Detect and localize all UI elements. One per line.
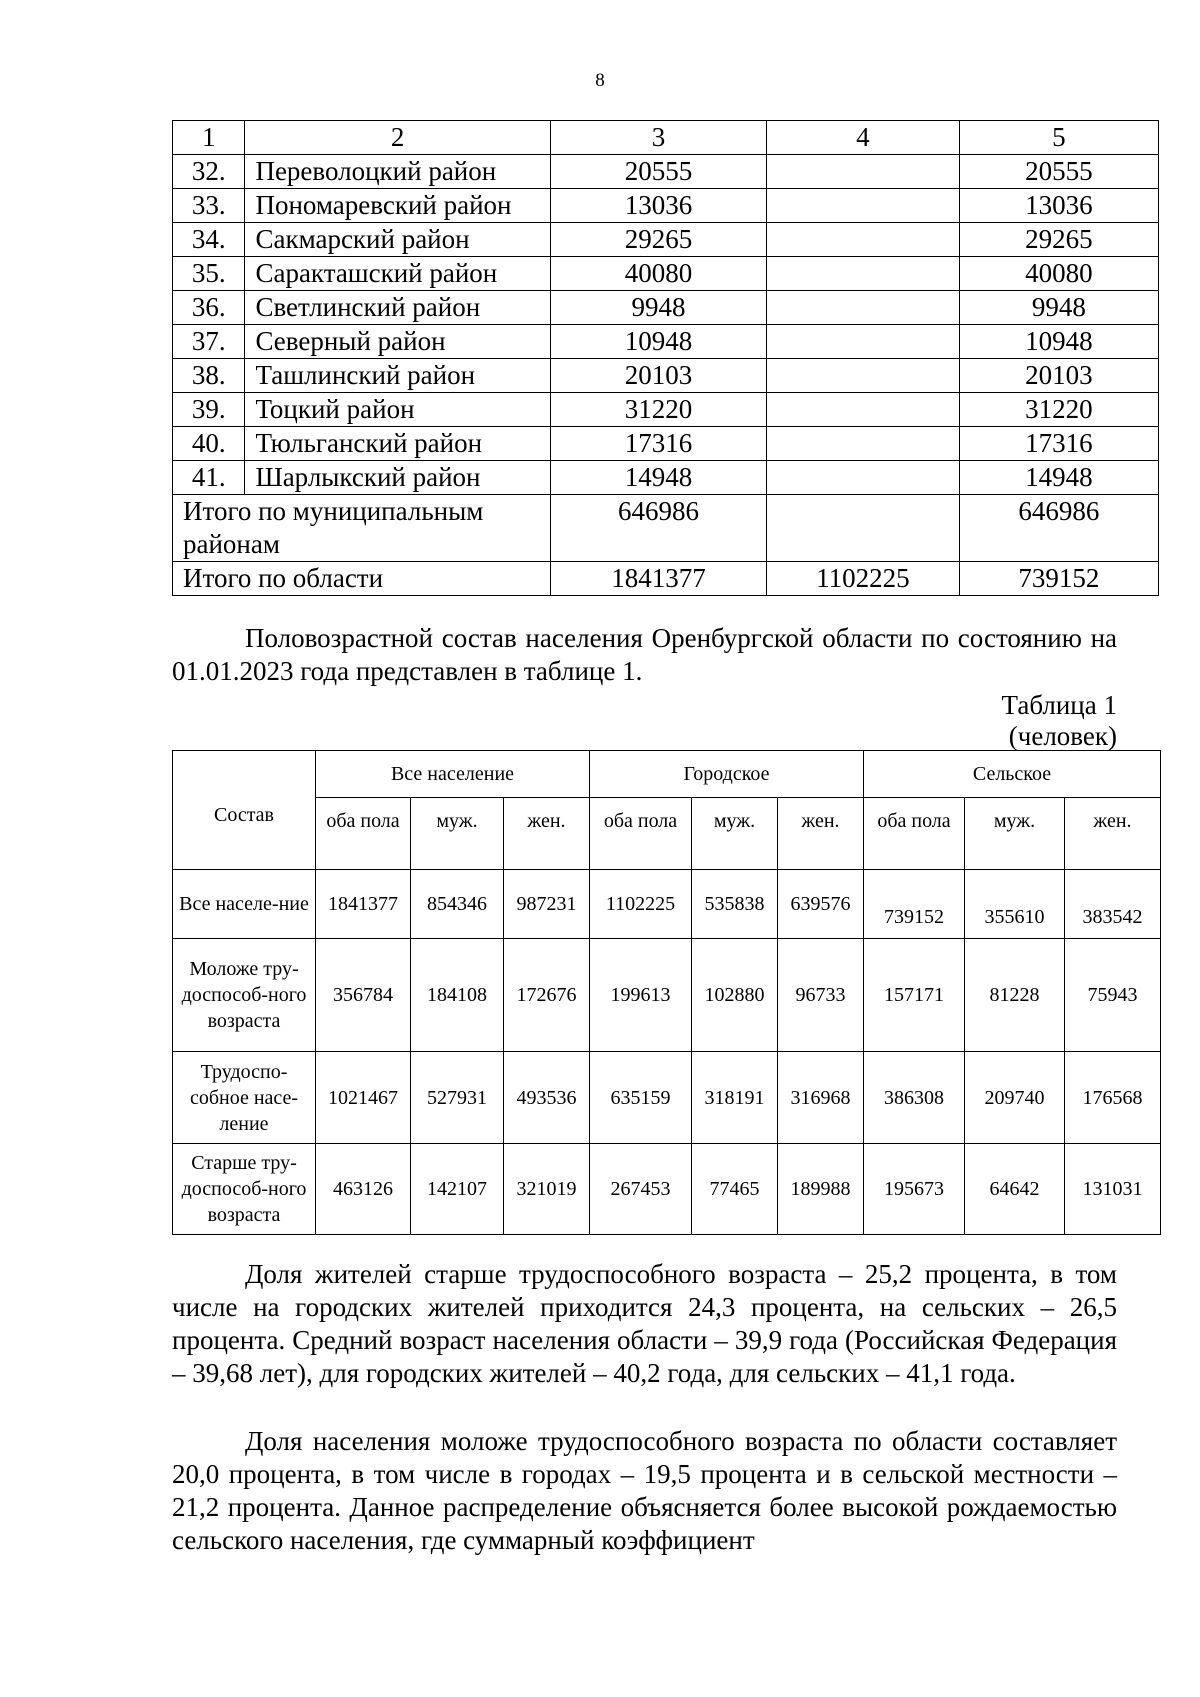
subheader-row	[173, 798, 1161, 870]
value-cell: 157171	[864, 939, 965, 1052]
subtotal-total: 646986	[550, 495, 766, 562]
value-cell: 96733	[778, 939, 864, 1052]
subheader-female: жен.	[778, 798, 864, 870]
subheader-female: жен.	[1065, 798, 1161, 870]
value-cell: 383542	[1065, 870, 1161, 939]
value-cell: 527931	[411, 1052, 504, 1144]
urban-population	[767, 291, 960, 325]
rural-population: 13036	[959, 189, 1158, 223]
total-population: 40080	[550, 257, 766, 291]
value-cell: 739152	[864, 870, 965, 939]
group-header-rural: Сельское	[864, 751, 1161, 798]
grand-total-rural: 739152	[959, 562, 1158, 596]
value-cell: 987231	[504, 870, 590, 939]
table-row	[173, 291, 1159, 325]
row-number: 38.	[173, 359, 245, 393]
column-header: 5	[959, 121, 1158, 155]
urban-population	[767, 155, 960, 189]
row-label: Старше тру-доспособ-ного возраста	[173, 1144, 316, 1235]
table-row	[173, 223, 1159, 257]
rural-population: 20555	[959, 155, 1158, 189]
table-caption: Таблица 1	[1001, 690, 1117, 720]
intro-paragraph: Половозрастной состав населения Оренбургской области по состоянию на 01.01.2023 года представлен в таблице 1.	[172, 623, 1117, 686]
group-header-row	[173, 751, 1161, 798]
value-cell: 316968	[778, 1052, 864, 1144]
row-number: 35.	[173, 257, 245, 291]
value-cell: 172676	[504, 939, 590, 1052]
value-cell: 318191	[692, 1052, 778, 1144]
corner-header: Состав	[173, 751, 316, 870]
urban-population	[767, 461, 960, 495]
urban-population	[767, 223, 960, 257]
table-unit: (человек)	[1008, 721, 1117, 751]
value-cell: 1841377	[316, 870, 411, 939]
row-number: 34.	[173, 223, 245, 257]
grand-total-row	[173, 562, 1159, 596]
district-name: Тюльганский район	[245, 427, 550, 461]
row-number: 41.	[173, 461, 245, 495]
subtotal-rural: 646986	[959, 495, 1158, 562]
grand-total-label: Итого по области	[173, 562, 551, 596]
value-cell: 142107	[411, 1144, 504, 1235]
group-header-urban: Городское	[590, 751, 864, 798]
rural-population: 17316	[959, 427, 1158, 461]
value-cell: 639576	[778, 870, 864, 939]
table-row	[173, 257, 1159, 291]
subheader-both-sexes: оба пола	[316, 798, 411, 870]
subheader-male: муж.	[692, 798, 778, 870]
group-header-all: Все население	[316, 751, 590, 798]
total-population: 29265	[550, 223, 766, 257]
subheader-both-sexes: оба пола	[590, 798, 692, 870]
row-number: 32.	[173, 155, 245, 189]
rural-population: 20103	[959, 359, 1158, 393]
total-population: 9948	[550, 291, 766, 325]
paragraph-elderly-share: Доля жителей старше трудоспособного возраста – 25,2 процента, в том числе на городских жителей приходится 24,3 процента, на сельских – 26,5 процента. Средний возраст населения области – 39,9 года (Российская Федерация – 39,68 лет), для городских жителей – 40,2 года, для сельских – 41,1 года.	[172, 1259, 1117, 1388]
total-population: 14948	[550, 461, 766, 495]
value-cell: 75943	[1065, 939, 1161, 1052]
value-cell: 64642	[965, 1144, 1065, 1235]
value-cell: 209740	[965, 1052, 1065, 1144]
district-name: Пономаревский район	[245, 189, 550, 223]
districts-population-table	[172, 120, 1159, 596]
value-cell: 81228	[965, 939, 1065, 1052]
table-row	[173, 325, 1159, 359]
subheader-female: жен.	[504, 798, 590, 870]
rural-population: 40080	[959, 257, 1158, 291]
urban-population	[767, 359, 960, 393]
page-number: 8	[595, 70, 605, 91]
grand-total-urban: 1102225	[767, 562, 960, 596]
row-label: Моложе тру-доспособ-ного возраста	[173, 939, 316, 1052]
subheader-both-sexes: оба пола	[864, 798, 965, 870]
value-cell: 184108	[411, 939, 504, 1052]
row-number: 36.	[173, 291, 245, 325]
column-header: 1	[173, 121, 245, 155]
subtotal-urban	[767, 495, 960, 562]
row-number: 37.	[173, 325, 245, 359]
table-row	[173, 1144, 1161, 1235]
paragraph-young-share: Доля населения моложе трудоспособного возраста по области составляет 20,0 процента, в том числе в городах – 19,5 процента и в сельской местности – 21,2 процента. Данное распределение объясняется более высокой рождаемостью сельского населения, где суммарный коэффициент	[172, 1426, 1117, 1555]
table-row	[173, 189, 1159, 223]
table-header-row	[173, 121, 1159, 155]
value-cell: 321019	[504, 1144, 590, 1235]
total-population: 13036	[550, 189, 766, 223]
table-row	[173, 1052, 1161, 1144]
total-population: 10948	[550, 325, 766, 359]
table-row	[173, 870, 1161, 939]
value-cell: 355610	[965, 870, 1065, 939]
urban-population	[767, 427, 960, 461]
table-row	[173, 939, 1161, 1052]
value-cell: 854346	[411, 870, 504, 939]
rural-population: 29265	[959, 223, 1158, 257]
district-name: Шарлыкский район	[245, 461, 550, 495]
urban-population	[767, 189, 960, 223]
urban-population	[767, 257, 960, 291]
subheader-male: муж.	[965, 798, 1065, 870]
column-header: 2	[245, 121, 550, 155]
value-cell: 77465	[692, 1144, 778, 1235]
table-row	[173, 393, 1159, 427]
district-name: Переволоцкий район	[245, 155, 550, 189]
value-cell: 199613	[590, 939, 692, 1052]
table-row	[173, 155, 1159, 189]
value-cell: 1021467	[316, 1052, 411, 1144]
district-name: Саракташский район	[245, 257, 550, 291]
row-label: Трудоспо-собное насе-ление	[173, 1052, 316, 1144]
value-cell: 131031	[1065, 1144, 1161, 1235]
value-cell: 267453	[590, 1144, 692, 1235]
value-cell: 102880	[692, 939, 778, 1052]
rural-population: 9948	[959, 291, 1158, 325]
table-row	[173, 461, 1159, 495]
column-header: 4	[767, 121, 960, 155]
value-cell: 176568	[1065, 1052, 1161, 1144]
rural-population: 14948	[959, 461, 1158, 495]
district-name: Тоцкий район	[245, 393, 550, 427]
row-number: 39.	[173, 393, 245, 427]
row-number: 33.	[173, 189, 245, 223]
value-cell: 493536	[504, 1052, 590, 1144]
row-label: Все населе-ние	[173, 870, 316, 939]
urban-population	[767, 393, 960, 427]
value-cell: 189988	[778, 1144, 864, 1235]
value-cell: 356784	[316, 939, 411, 1052]
total-population: 20555	[550, 155, 766, 189]
total-population: 17316	[550, 427, 766, 461]
value-cell: 195673	[864, 1144, 965, 1235]
value-cell: 1102225	[590, 870, 692, 939]
district-name: Ташлинский район	[245, 359, 550, 393]
subtotal-label: Итого по муниципальным районам	[173, 495, 551, 562]
value-cell: 635159	[590, 1052, 692, 1144]
urban-population	[767, 325, 960, 359]
total-population: 31220	[550, 393, 766, 427]
grand-total-total: 1841377	[550, 562, 766, 596]
table-row	[173, 427, 1159, 461]
row-number: 40.	[173, 427, 245, 461]
rural-population: 10948	[959, 325, 1158, 359]
district-name: Светлинский район	[245, 291, 550, 325]
subtotal-row	[173, 495, 1159, 562]
value-cell: 535838	[692, 870, 778, 939]
district-name: Северный район	[245, 325, 550, 359]
rural-population: 31220	[959, 393, 1158, 427]
district-name: Сакмарский район	[245, 223, 550, 257]
subheader-male: муж.	[411, 798, 504, 870]
table-row	[173, 359, 1159, 393]
column-header: 3	[550, 121, 766, 155]
sex-age-composition-table	[172, 750, 1161, 1235]
value-cell: 463126	[316, 1144, 411, 1235]
total-population: 20103	[550, 359, 766, 393]
value-cell: 386308	[864, 1052, 965, 1144]
